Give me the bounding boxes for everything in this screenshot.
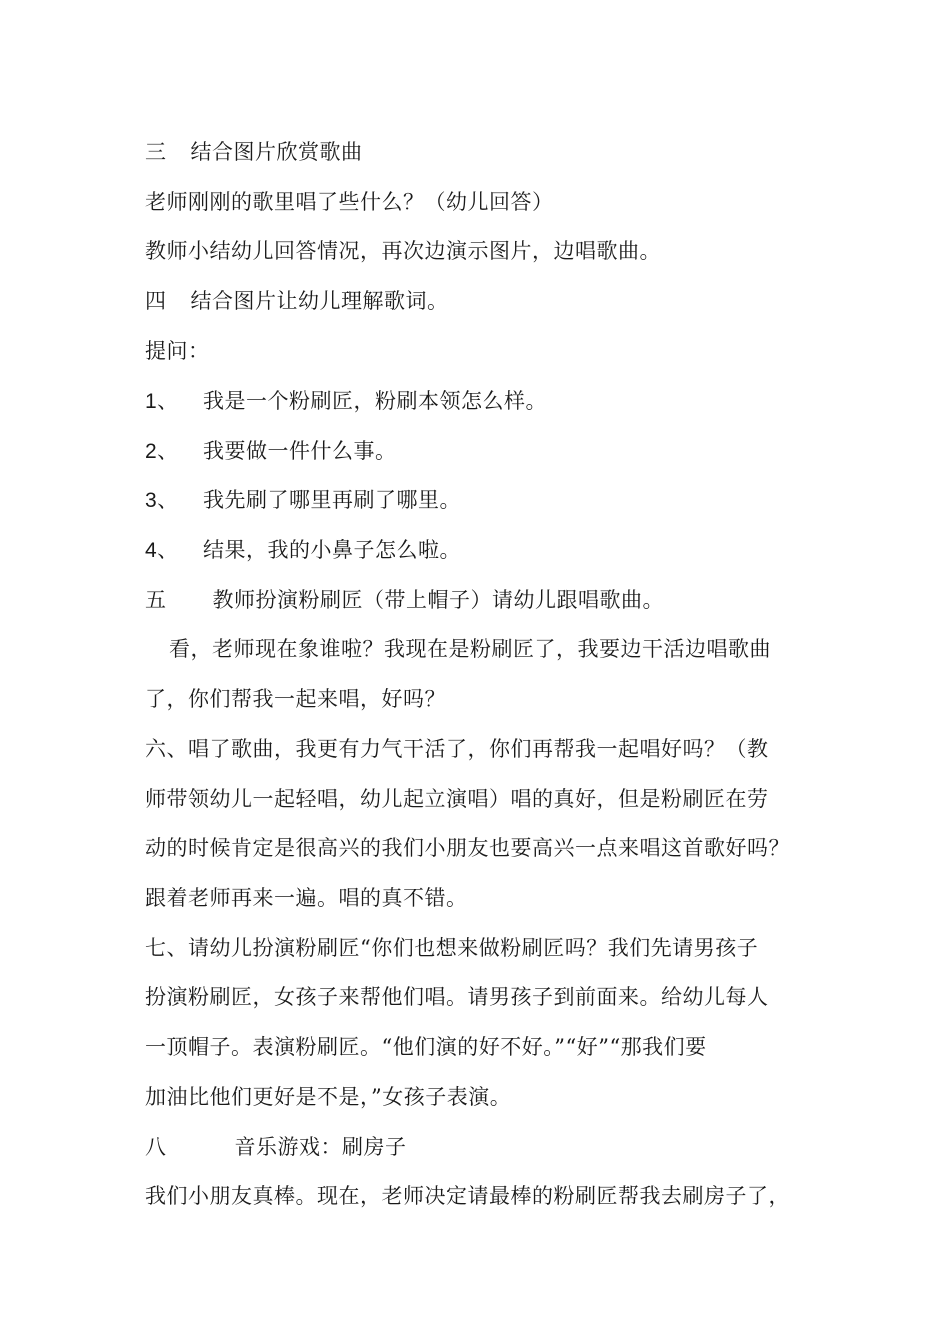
section-label: 四	[145, 289, 167, 313]
question-number: 1、	[145, 390, 179, 413]
section-title: 音乐游戏：刷房子	[234, 1135, 407, 1159]
paragraph-line: 加油比他们更好是不是，”女孩子表演。	[145, 1085, 512, 1109]
paragraph-line: 我们小朋友真棒。现在，老师决定请最棒的粉刷匠帮我去刷房子了，	[145, 1184, 790, 1208]
section-4-heading	[145, 287, 825, 315]
question-item	[145, 536, 825, 565]
section-8-heading	[145, 1133, 825, 1161]
paragraph-line: 六、唱了歌曲，我更有力气干活了，你们再帮我一起唱好吗？（教	[145, 737, 769, 761]
question-item	[145, 486, 825, 515]
paragraph-line: 扮演粉刷匠，女孩子来帮他们唱。请男孩子到前面来。给幼儿每人	[145, 985, 769, 1009]
question-intro: 提问：	[145, 339, 210, 363]
section-label: 三	[145, 140, 167, 164]
paragraph-line: 一顶帽子。表演粉刷匠。“他们演的好不好。”“好”“那我们要	[145, 1035, 707, 1059]
question-number: 3、	[145, 489, 179, 512]
question-number: 4、	[145, 539, 179, 562]
paragraph-line: 了，你们帮我一起来唱，好吗？	[145, 687, 446, 711]
question-text: 结果，我的小鼻子怎么啦。	[203, 538, 461, 562]
section-title: 结合图片欣赏歌曲	[190, 140, 363, 164]
paragraph-line: 师带领幼儿一起轻唱，幼儿起立演唱）唱的真好，但是粉刷匠在劳	[145, 787, 769, 811]
section-title: 教师扮演粉刷匠（带上帽子）请幼儿跟唱歌曲。	[212, 588, 664, 612]
paragraph-line: 跟着老师再来一遍。唱的真不错。	[145, 886, 468, 910]
paragraph-line: 七、请幼儿扮演粉刷匠“你们也想来做粉刷匠吗？我们先请男孩子	[145, 936, 759, 960]
paragraph-line: 动的时候肯定是很高兴的我们小朋友也要高兴一点来唱这首歌好吗？	[145, 836, 790, 860]
question-text: 我先刷了哪里再刷了哪里。	[203, 488, 461, 512]
section-3-heading	[145, 138, 825, 166]
paragraph-text: 看，老师现在象谁啦？我现在是粉刷匠了，我要边干活边唱歌曲	[169, 637, 771, 661]
question-text: 我要做一件什么事。	[203, 439, 397, 463]
section-label: 五	[145, 588, 167, 612]
question-number: 2、	[145, 440, 179, 463]
question-text: 我是一个粉刷匠，粉刷本领怎么样。	[203, 389, 547, 413]
section-label: 八	[145, 1135, 167, 1159]
paragraph-line: 教师小结幼儿回答情况，再次边演示图片，边唱歌曲。	[145, 239, 661, 263]
question-item	[145, 387, 825, 416]
paragraph-line: 老师刚刚的歌里唱了些什么？（幼儿回答）	[145, 190, 554, 214]
paragraph-line	[145, 635, 825, 663]
question-item	[145, 437, 825, 466]
section-title: 结合图片让幼儿理解歌词。	[190, 289, 449, 313]
section-5-heading	[145, 586, 825, 614]
